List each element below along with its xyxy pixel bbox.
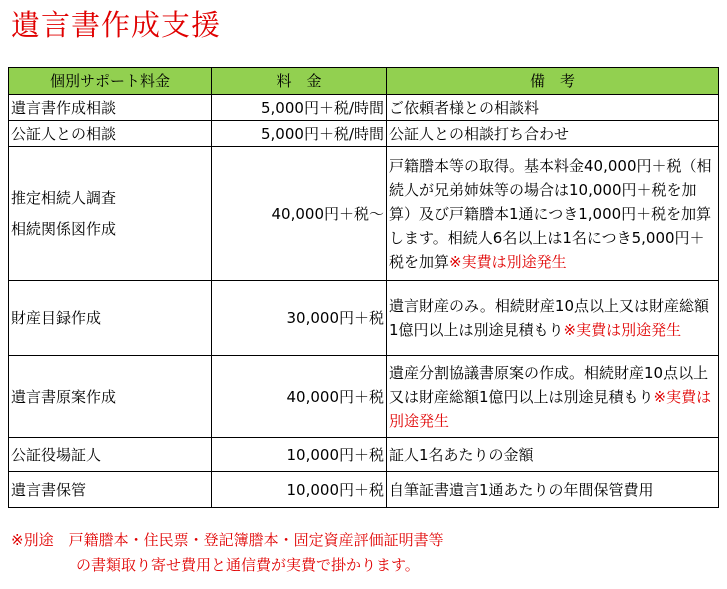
note-text: 遺言財産のみ。相続財産10点以上又は財産総額1億円以上は別途見積もり: [389, 297, 709, 339]
service-name-cell: 推定相続人調査 相続関係図作成: [9, 147, 212, 281]
fee-table: [8, 67, 719, 508]
table-row: [9, 95, 719, 121]
footnote-line-1: ※別途 戸籍謄本・住民票・登記簿謄本・固定資産評価証明書等: [11, 531, 444, 549]
fee-cell: 40,000円＋税: [212, 356, 387, 438]
fee-cell: 10,000円＋税: [212, 438, 387, 472]
header-service: 個別サポート料金: [9, 68, 212, 95]
table-row: [9, 147, 719, 281]
note-text: 遺産分割協議書原案の作成。相続財産10点以上又は財産総額1億円以上は別途見積もり: [389, 363, 709, 406]
note-cell: [387, 281, 719, 356]
extra-cost-note: ※実費は別途発生: [563, 321, 682, 339]
table-row: [9, 281, 719, 356]
footnote: [11, 528, 444, 578]
note-text: 自筆証書遺言1通あたりの年間保管費用: [389, 480, 654, 499]
header-notes: 備 考: [387, 68, 719, 95]
page-title: 遺言書作成支援: [11, 8, 222, 42]
fee-cell: 40,000円＋税～: [212, 147, 387, 281]
header-fee: 料 金: [212, 68, 387, 95]
note-text: 公証人との相談打ち合わせ: [389, 124, 570, 143]
service-name-cell: 遺言書作成相談: [9, 95, 212, 121]
service-name-cell: 遺言書原案作成: [9, 356, 212, 438]
note-text: 証人1名あたりの金額: [389, 445, 534, 464]
service-name-cell: 遺言書保管: [9, 472, 212, 508]
table-row: [9, 121, 719, 147]
fee-cell: 5,000円＋税/時間: [212, 121, 387, 147]
service-name-cell: 公証人との相談: [9, 121, 212, 147]
footnote-line-2: の書類取り寄せ費用と通信費が実費で掛かります。: [76, 556, 420, 574]
service-name-cell: 公証役場証人: [9, 438, 212, 472]
table-header-row: [9, 68, 719, 95]
note-text: ご依頼者様との相談料: [389, 98, 540, 117]
note-cell: [387, 147, 719, 281]
fee-cell: 5,000円＋税/時間: [212, 95, 387, 121]
note-cell: [387, 356, 719, 438]
note-text: 戸籍謄本等の取得。基本料金40,000円＋税（相続人が兄弟姉妹等の場合は10,000円＋税を加算）及び戸籍謄本1通につき1,000円＋税を加算します。相続人6名以上は1名につき5,000円＋税を加算: [389, 156, 712, 271]
table-row: [9, 438, 719, 472]
note-cell: [387, 472, 719, 508]
note-cell: [387, 95, 719, 121]
extra-cost-note: ※実費は別途発生: [389, 387, 712, 430]
service-name-cell: 財産目録作成: [9, 281, 212, 356]
fee-cell: 10,000円＋税: [212, 472, 387, 508]
note-cell: [387, 121, 719, 147]
note-cell: [387, 438, 719, 472]
table-row: [9, 472, 719, 508]
fee-cell: 30,000円＋税: [212, 281, 387, 356]
extra-cost-note: ※実費は別途発生: [449, 252, 567, 271]
table-row: [9, 356, 719, 438]
